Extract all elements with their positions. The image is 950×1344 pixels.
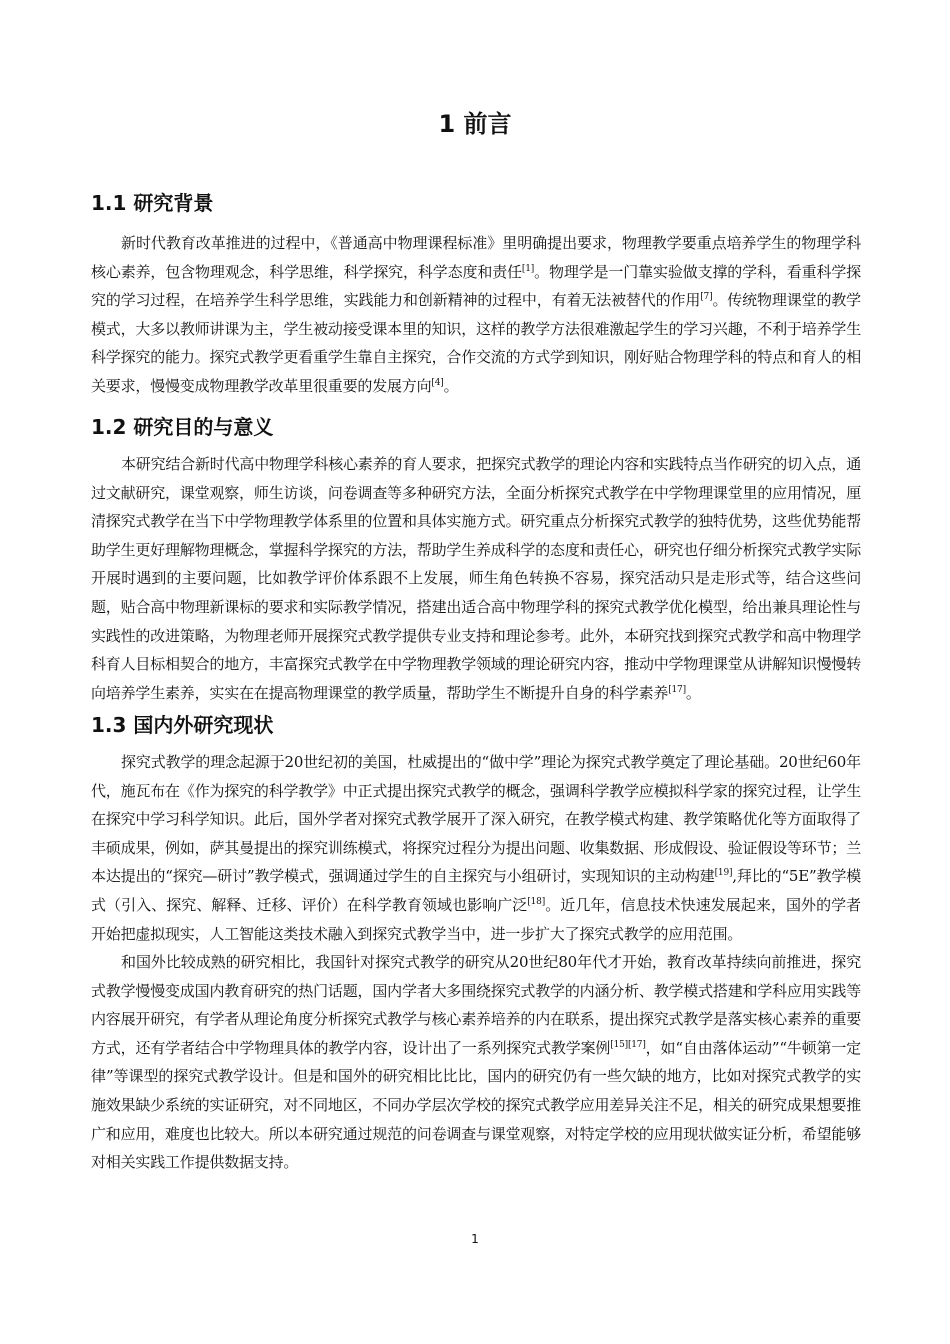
chapter-title: 1 前言 (438, 110, 512, 138)
section-title-1-1: 1.1 研究背景 (91, 191, 214, 215)
citation-marker: [4] (431, 377, 444, 388)
citation-marker: [1] (521, 263, 535, 274)
page-number: 1 (471, 1232, 479, 1246)
section-1-3-paragraph-1: 探究式教学的理念起源于20世纪初的美国，杜威提出的“做中学”理论为探究式教学奠定了理论基础。20世纪60年代，施瓦布在《作为探究的科学教学》中正式提出探究式教学的概念，强调科学教学应模拟科学家的探究过程，让学生在探究中学习科学知识。此后，国外学者对探究式教学展开了深入研究，在教学模式构建、教学策略优化等方面取得了丰硕成果，例如，萨其曼提出的探究训练模式，将探究过程分为提出问题、收集数据、形成假设、验证假设等环节；兰本达提出的“探究—研讨”教学模式，强调通过学生的自主探究与小组研讨，实现知识的主动构建[19],拜比的“5E”教学模式（引入、探究、解释、迁移、评价）在科学教育领域也影响广泛[18]。近几年，信息技术快速发展起来，国外的学者开始把虚拟现实，人工智能这类技术融入到探究式教学当中，进一步扩大了探究式教学的应用范围。 (91, 753, 861, 943)
section-1-1-paragraph: 新时代教育改革推进的过程中，《普通高中物理课程标准》里明确提出要求，物理教学要重点培养学生的物理学科核心素养，包含物理观念，科学思维，科学探究，科学态度和责任[1]。物理学是一门靠实验做支撑的学科，看重科学探究的学习过程，在培养学生科学思维，实践能力和创新精神的过程中，有着无法被替代的作用[7]。传统物理课堂的教学模式，大多以教师讲课为主，学生被动接受课本里的知识，这样的教学方法很难激起学生的学习兴趣，不利于培养学生科学探究的能力。探究式教学更看重学生靠自主探究，合作交流的方式学到知识，刚好贴合物理学科的特点和育人的相关要求，慢慢变成物理教学改革里很重要的发展方向[4]。 (91, 234, 861, 395)
section-1-2-paragraph: 本研究结合新时代高中物理学科核心素养的育人要求，把探究式教学的理论内容和实践特点当作研究的切入点，通过文献研究，课堂观察，师生访谈，问卷调查等多种研究方法，全面分析探究式教学在中学物理课堂里的应用情况，厘清探究式教学在当下中学物理教学体系里的位置和具体实施方式。研究重点分析探究式教学的独特优势，这些优势能帮助学生更好理解物理概念，掌握科学探究的方法，帮助学生养成科学的态度和责任心，研究也仔细分析探究式教学实际开展时遇到的主要问题，比如教学评价体系跟不上发展，师生角色转换不容易，探究活动只是走形式等，结合这些问题，贴合高中物理新课标的要求和实际教学情况，搭建出适合高中物理学科的探究式教学优化模型，给出兼具理论性与实践性的改进策略，为物理老师开展探究式教学提供专业支持和理论参考。此外，本研究找到探究式教学和高中物理学科育人目标相契合的地方，丰富探究式教学在中学物理教学领域的理论研究内容，推动中学物理课堂从讲解知识慢慢转向培养学生素养，实实在在提高物理课堂的教学质量，帮助学生不断提升自身的科学素养[17]。 (91, 455, 862, 702)
citation-marker: [17] (668, 684, 686, 695)
citation-marker: [15] (610, 1039, 628, 1050)
citation-marker: [18] (527, 896, 546, 907)
citation-marker: [7] (700, 292, 713, 303)
section-title-1-3: 1.3 国内外研究现状 (91, 713, 274, 737)
section-1-3-paragraph-2: 和国外比较成熟的研究相比，我国针对探究式教学的研究从20世纪80年代才开始，教育改革持续向前推进，探究式教学慢慢变成国内教育研究的热门话题，国内学者大多围绕探究式教学的内涵分析、教学模式搭建和学科应用实践等内容展开研究，有学者从理论角度分析探究式教学与核心素养培养的内在联系，提出探究式教学是落实核心素养的重要方式，还有学者结合中学物理具体的教学内容，设计出了一系列探究式教学案例[15][17]，如“自由落体运动”“牛顿第一定律”等课型的探究式教学设计。但是和国外的研究相比比比，国内的研究仍有一些欠缺的地方，比如对探究式教学的实施效果缺少系统的实证研究，对不同地区，不同办学层次学校的探究式教学应用差异关注不足，相关的研究成果想要推广和应用，难度也比较大。所以本研究通过规范的问卷调查与课堂观察，对特定学校的应用现状做实证分析，希望能够对相关实践工作提供数据支持。 (91, 953, 861, 1172)
citation-marker: [19] (714, 868, 733, 879)
section-title-1-2: 1.2 研究目的与意义 (91, 415, 274, 439)
citation-marker: [17] (627, 1039, 646, 1050)
